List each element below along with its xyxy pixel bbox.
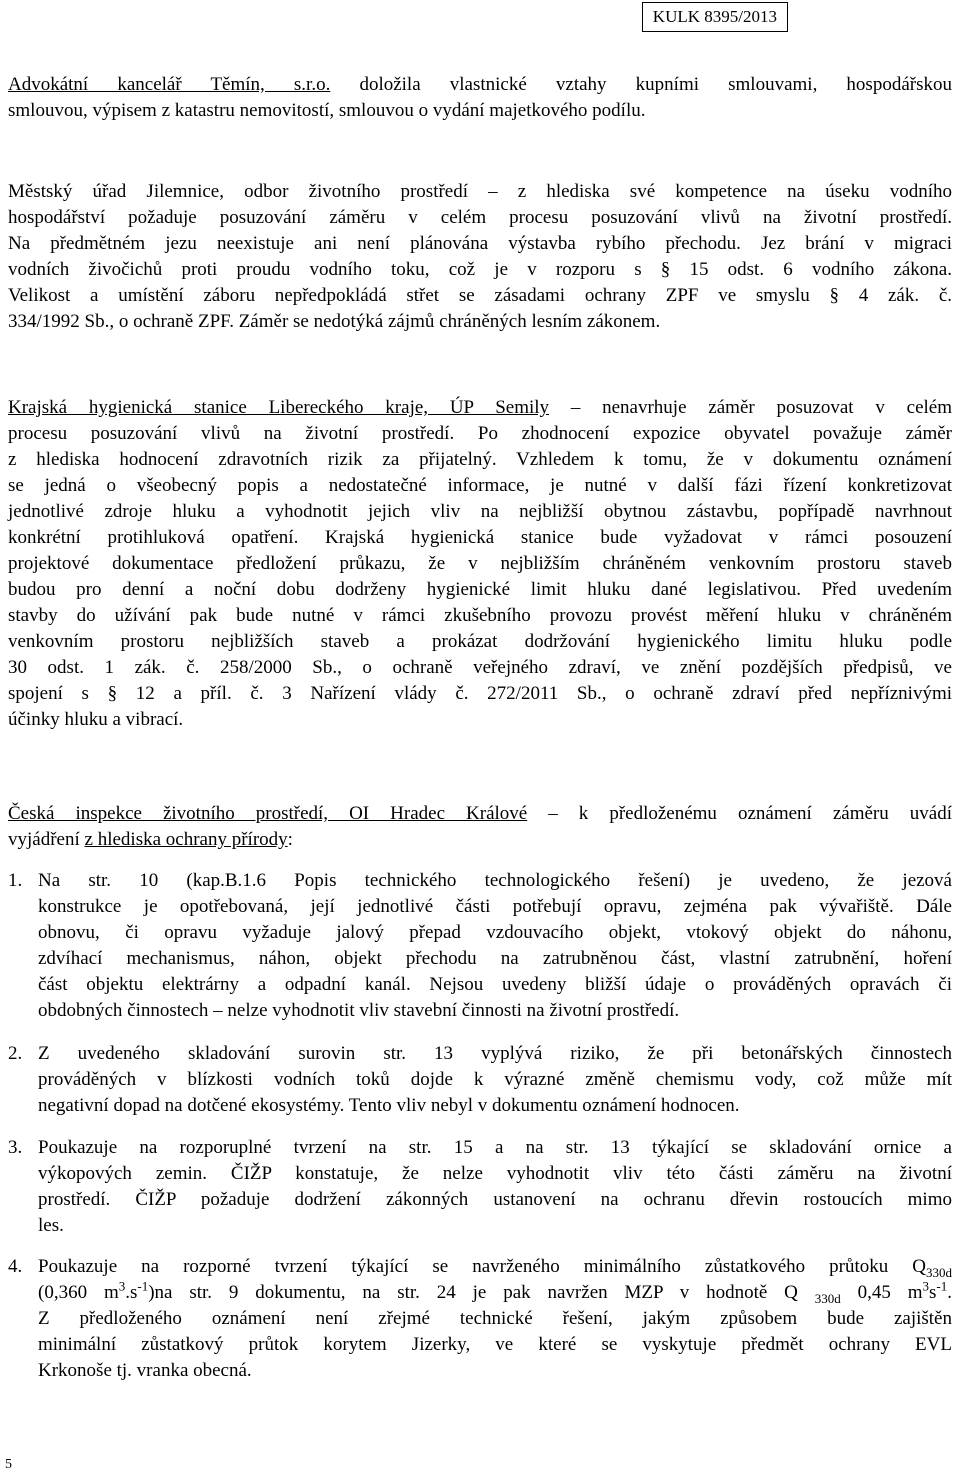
paragraph-line: Poukazuje na rozporuplné tvrzení na str. 15 a na str. 13 týkající se skladování ornice a [38, 1137, 952, 1158]
paragraph-line: se jedná o všeobecný popis a nedostatečné informace, je nutné v další fázi řízení konkretizovat [8, 475, 952, 496]
subscript: 330d [926, 1264, 952, 1280]
paragraph-line: prostředí. ČIŽP požaduje dodržení zákonných ustanovení na ochranu dřevin rostoucích mimo [38, 1189, 952, 1210]
paragraph-line: minimální zůstatkový průtok korytem Jizerky, ve které se vyskytuje předmět ochrany EVL [38, 1334, 952, 1355]
paragraph-line: účinky hluku a vibrací. [8, 709, 184, 730]
paragraph-line: stavby do užívání pak bude nutné v rámci zkušebního provozu provést měření hluku v chráněném [8, 605, 952, 626]
paragraph-line: smlouvou, výpisem z katastru nemovitostí, smlouvou o vydání majetkového podílu. [8, 100, 646, 121]
paragraph-line: budou pro denní a noční dobu dodrženy hygienické limit hluku dané legislativou. Před uvedením [8, 579, 952, 600]
paragraph-line: z hlediska hodnocení zdravotních rizik za přijatelný. Vzhledem k tomu, že v dokumentu oznámení [8, 449, 952, 470]
paragraph-advokatni-kancelar [8, 72, 952, 124]
paragraph-line: procesu posuzování vlivů na životní prostředí. Po zhodnocení expozice obyvatel považuje záměr [8, 423, 952, 444]
paragraph-text: – k předloženému oznámení záměru uvádí [527, 803, 952, 824]
paragraph-line: Na str. 10 (kap.B.1.6 Popis technického technologického řešení) je uvedeno, že jezová [38, 870, 952, 891]
list-item [8, 1135, 952, 1241]
paragraph-line [38, 1280, 952, 1306]
paragraph-line [8, 801, 952, 827]
paragraph-line: konkrétní protihluková opatření. Krajská hygienická stanice bude vyžadovat v rámci posouzení [8, 527, 952, 548]
paragraph-line: vodních živočichů proti proudu vodního toku, což je v rozporu s § 15 odst. 6 vodního zákona. [8, 259, 952, 280]
paragraph-line: venkovním prostoru nejbližších staveb a prokázat dodržování hygienického limitu hluku podle [8, 631, 952, 652]
list-item-text [38, 1254, 952, 1384]
paragraph-line: 334/1992 Sb., o ochraně ZPF. Záměr se nedotýká zájmů chráněných lesním zákonem. [8, 311, 661, 332]
paragraph-line [38, 1254, 952, 1280]
paragraph-line: zdvíhací mechanismus, náhon, objekt přechodu na zatrubněnou část, vlastní zatrubnění, hoření [38, 948, 952, 969]
list-item-text [38, 1041, 952, 1119]
list-item-text [38, 868, 952, 1024]
paragraph-line: prováděných v blízkosti vodních toků dojde k výrazné změně chemismu vody, což může mít [38, 1069, 952, 1090]
paragraph-cizp [8, 801, 952, 853]
paragraph-mestsky-urad [8, 179, 952, 335]
paragraph-line: spojení s § 12 a příl. č. 3 Nařízení vlády č. 272/2011 Sb., o ochraně zdraví před nepříznivými [8, 683, 952, 704]
list-item-text [38, 1135, 952, 1239]
paragraph-line: Krkonoše tj. vranka obecná. [38, 1360, 252, 1381]
paragraph-line: Z uvedeného skladování surovin str. 13 vyplývá riziko, že při betonářských činnostech [38, 1043, 952, 1064]
list-item [8, 1254, 952, 1394]
paragraph-text: )na str. 9 dokumentu, na str. 24 je pak navržen MZP v hodnotě Q [148, 1282, 815, 1303]
paragraph-line: negativní dopad na dotčené ekosystémy. Tento vliv nebyl v dokumentu oznámení hodnocen. [38, 1095, 740, 1116]
paragraph-line [8, 72, 952, 98]
subscript: 330d [814, 1290, 841, 1306]
paragraph-line: les. [38, 1215, 64, 1236]
document-reference-box: KULK 8395/2013 [642, 2, 788, 32]
paragraph-line: 30 odst. 1 zák. č. 258/2000 Sb., o ochraně veřejného zdraví, ve znění pozdějších předpisů, ve [8, 657, 952, 678]
paragraph-text: – nenavrhuje záměr posuzovat v celém [549, 397, 952, 418]
paragraph-line: část objektu elektrárny a odpadní kanál. Nejsou uvedeny bližší údaje o prováděných opravách či [38, 974, 952, 995]
paragraph-line [8, 395, 952, 421]
list-item-number: 2. [8, 1043, 23, 1064]
paragraph-line: hospodářství požaduje posuzování záměru v celém procesu posuzování vlivů na životní prostředí. [8, 207, 952, 228]
paragraph-text: (0,360 m [38, 1282, 119, 1303]
paragraph-line: obnovu, či opravu vyžaduje jalový přepad vzdouvacího objekt, vtokový objekt do náhonu, [38, 922, 952, 943]
paragraph-line: Velikost a umístění záboru nepředpokládá střet se zásadami ochrany ZPF ve smyslu § 4 zák. č. [8, 285, 952, 306]
paragraph-text: : [287, 829, 293, 850]
superscript: 3 [922, 1278, 930, 1294]
paragraph-line: obdobných činnostech – nelze vyhodnotit vliv stavební činnosti na životní prostředí. [38, 1000, 680, 1021]
paragraph-line: konstrukce je opotřebovaná, její jednotlivé části potřebují opravu, zejména pak vývařiště. Dále [38, 896, 952, 917]
list-item [8, 868, 952, 1028]
paragraph-line: Městský úřad Jilemnice, odbor životního prostředí – z hlediska své kompetence na úseku vodního [8, 181, 952, 202]
list-item-number: 4. [8, 1256, 23, 1277]
paragraph-text: vyjádření [8, 829, 85, 850]
organization-name: Advokátní kancelář Těmín, s.r.o. [8, 74, 331, 95]
paragraph-krajska-hygienicka-stanice [8, 395, 952, 733]
paragraph-line [8, 827, 952, 853]
paragraph-text: Poukazuje na rozporné tvrzení týkající se navrženého minimálního zůstatkového průtoku Q [38, 1256, 926, 1277]
list-item-number: 1. [8, 870, 23, 891]
paragraph-text: s [929, 1282, 937, 1303]
organization-name: Krajská hygienická stanice Libereckého kraje, ÚP Semily [8, 397, 550, 418]
organization-name: Česká inspekce životního prostředí, OI Hradec Králové [8, 803, 528, 824]
paragraph-line: jednotlivé zdroje hluku a vyhodnotit jejich vliv na nejbližší obytnou zástavbu, popřípadě navrhnout [8, 501, 952, 522]
superscript: -1 [936, 1278, 948, 1294]
paragraph-line: Na předmětném jezu neexistuje ani není plánována výstavba rybího přechodu. Jez brání v migraci [8, 233, 952, 254]
paragraph-text: .s [125, 1282, 138, 1303]
paragraph-text: doložila vlastnické vztahy kupními smlouvami, hospodářskou [330, 74, 952, 95]
list-item [8, 1041, 952, 1121]
paragraph-line: projektové dokumentace předložení průkazu, že v nejbližším chráněném venkovním prostoru staveb [8, 553, 952, 574]
superscript: 3 [118, 1278, 126, 1294]
paragraph-line: výkopových zemin. ČIŽP konstatuje, že nelze vyhodnotit vliv této části záměru na životní [38, 1163, 952, 1184]
page-number: 5 [5, 1457, 12, 1472]
superscript: -1 [137, 1278, 149, 1294]
list-item-number: 3. [8, 1137, 23, 1158]
paragraph-line: Z předloženého oznámení není zřejmé technické řešení, jakým způsobem bude zajištěn [38, 1308, 952, 1329]
paragraph-text: . [947, 1282, 953, 1303]
underlined-phrase: z hlediska ochrany přírody [84, 829, 288, 850]
paragraph-text: 0,45 m [840, 1282, 923, 1303]
